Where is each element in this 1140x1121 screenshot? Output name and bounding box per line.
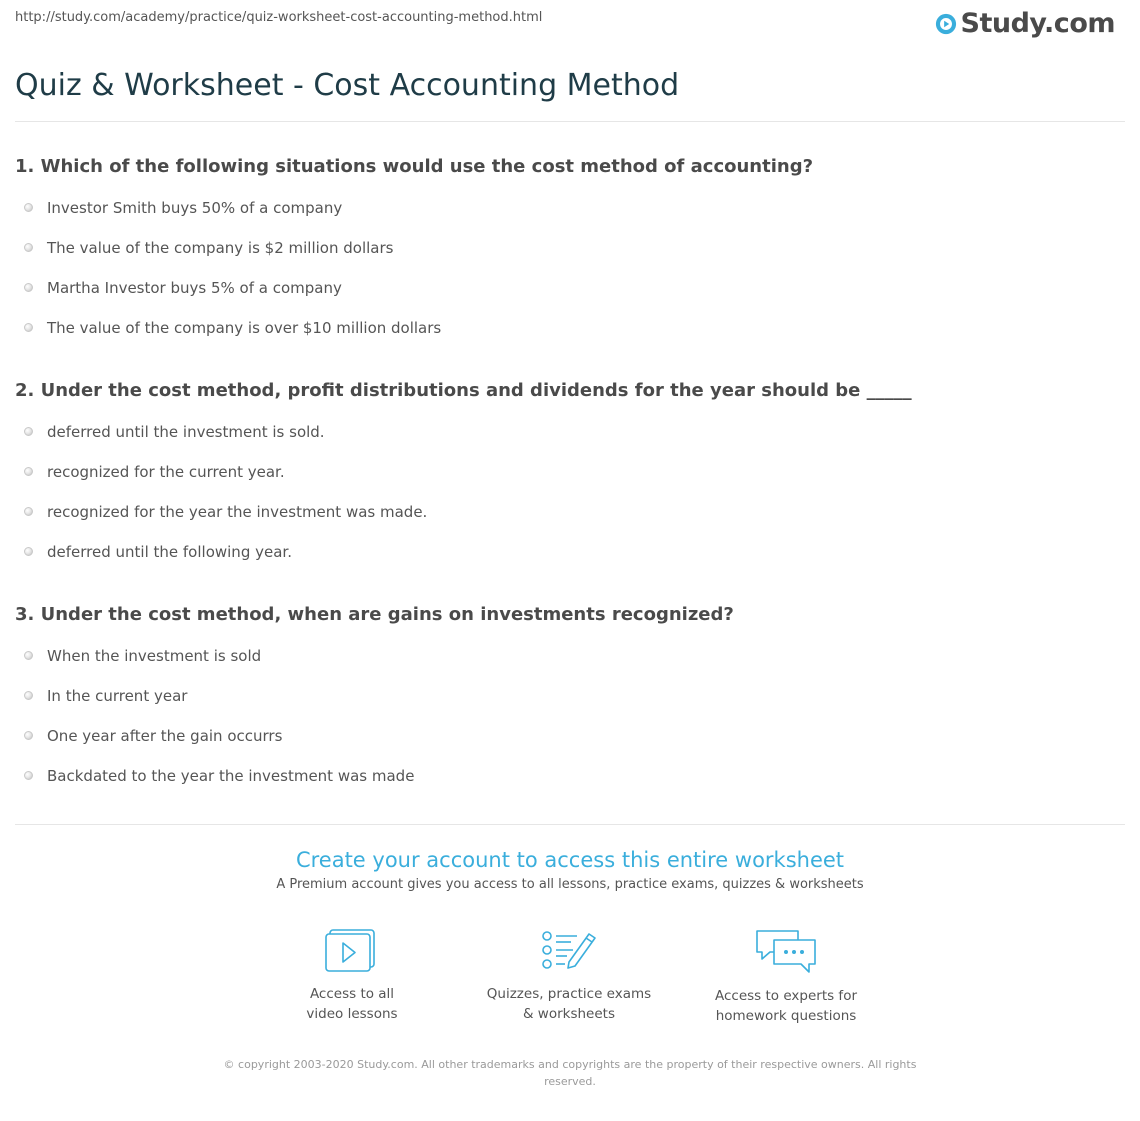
choice-label: The value of the company is $2 million dollars xyxy=(47,239,394,257)
feature-experts xyxy=(686,928,886,1026)
answer-choice[interactable] xyxy=(15,412,1125,452)
answer-choice[interactable] xyxy=(15,308,1125,348)
radio-button-icon[interactable] xyxy=(24,243,33,252)
radio-button-icon[interactable] xyxy=(24,203,33,212)
choice-label: recognized for the year the investment was made. xyxy=(47,503,428,521)
answer-choice[interactable] xyxy=(15,492,1125,532)
radio-button-icon[interactable] xyxy=(24,467,33,476)
radio-button-icon[interactable] xyxy=(24,323,33,332)
radio-button-icon[interactable] xyxy=(24,547,33,556)
video-lesson-icon xyxy=(325,928,379,974)
radio-button-icon[interactable] xyxy=(24,771,33,780)
choice-label: The value of the company is over $10 million dollars xyxy=(47,319,442,337)
choice-label: recognized for the current year. xyxy=(47,463,285,481)
answer-choice[interactable] xyxy=(15,636,1125,676)
logo-text: Study.com xyxy=(960,8,1115,39)
choice-label: Investor Smith buys 50% of a company xyxy=(47,199,343,217)
quiz-checklist-icon xyxy=(541,928,597,974)
play-logo-icon xyxy=(935,13,957,35)
choice-label: deferred until the following year. xyxy=(47,543,292,561)
radio-button-icon[interactable] xyxy=(24,507,33,516)
question-2 xyxy=(15,378,1125,572)
radio-button-icon[interactable] xyxy=(24,427,33,436)
answer-choice[interactable] xyxy=(15,676,1125,716)
question-text: 2. Under the cost method, profit distributions and dividends for the year should be _____ xyxy=(15,380,912,401)
chat-bubbles-icon xyxy=(754,928,818,976)
answer-choices xyxy=(15,188,1125,348)
choice-label: In the current year xyxy=(47,687,188,705)
premium-features xyxy=(0,928,1140,1028)
answer-choice[interactable] xyxy=(15,756,1125,796)
answer-choices xyxy=(15,412,1125,572)
choice-label: When the investment is sold xyxy=(47,647,262,665)
cta-subtitle: A Premium account gives you access to all lessons, practice exams, quizzes & worksheets xyxy=(276,877,864,892)
page-url: http://study.com/academy/practice/quiz-worksheet-cost-accounting-method.html xyxy=(15,10,543,25)
radio-button-icon[interactable] xyxy=(24,283,33,292)
feature-label: Access to experts for homework questions xyxy=(714,988,857,1024)
radio-button-icon[interactable] xyxy=(24,731,33,740)
question-text: 1. Which of the following situations would use the cost method of accounting? xyxy=(15,156,814,177)
answer-choice[interactable] xyxy=(15,532,1125,572)
question-3 xyxy=(15,602,1125,796)
question-text: 3. Under the cost method, when are gains on investments recognized? xyxy=(15,604,734,625)
content-divider xyxy=(15,824,1125,825)
radio-button-icon[interactable] xyxy=(24,691,33,700)
create-account-link[interactable]: Create your account to access this entire worksheet xyxy=(295,848,845,872)
answer-choice[interactable] xyxy=(15,452,1125,492)
choice-label: Backdated to the year the investment was made xyxy=(47,767,415,785)
page-title: Quiz & Worksheet - Cost Accounting Method xyxy=(15,68,680,103)
answer-choice[interactable] xyxy=(15,716,1125,756)
feature-quizzes xyxy=(469,928,669,1024)
feature-label: Quizzes, practice exams & worksheets xyxy=(486,986,652,1022)
question-1 xyxy=(15,154,1125,348)
answer-choice[interactable] xyxy=(15,268,1125,308)
feature-video-lessons xyxy=(252,928,452,1024)
title-divider xyxy=(15,121,1125,122)
choice-label: One year after the gain occurrs xyxy=(47,727,283,745)
answer-choice[interactable] xyxy=(15,188,1125,228)
choice-label: Martha Investor buys 5% of a company xyxy=(47,279,342,297)
radio-button-icon[interactable] xyxy=(24,651,33,660)
choice-label: deferred until the investment is sold. xyxy=(47,423,325,441)
answer-choices xyxy=(15,636,1125,796)
answer-choice[interactable] xyxy=(15,228,1125,268)
top-bar xyxy=(0,0,1140,50)
copyright-notice: © copyright 2003-2020 Study.com. All other trademarks and copyrights are the property of their respective owners. All rights reserved. xyxy=(223,1058,917,1088)
study-logo[interactable] xyxy=(935,8,1115,39)
feature-label: Access to all video lessons xyxy=(306,986,398,1022)
signup-cta xyxy=(0,845,1140,892)
